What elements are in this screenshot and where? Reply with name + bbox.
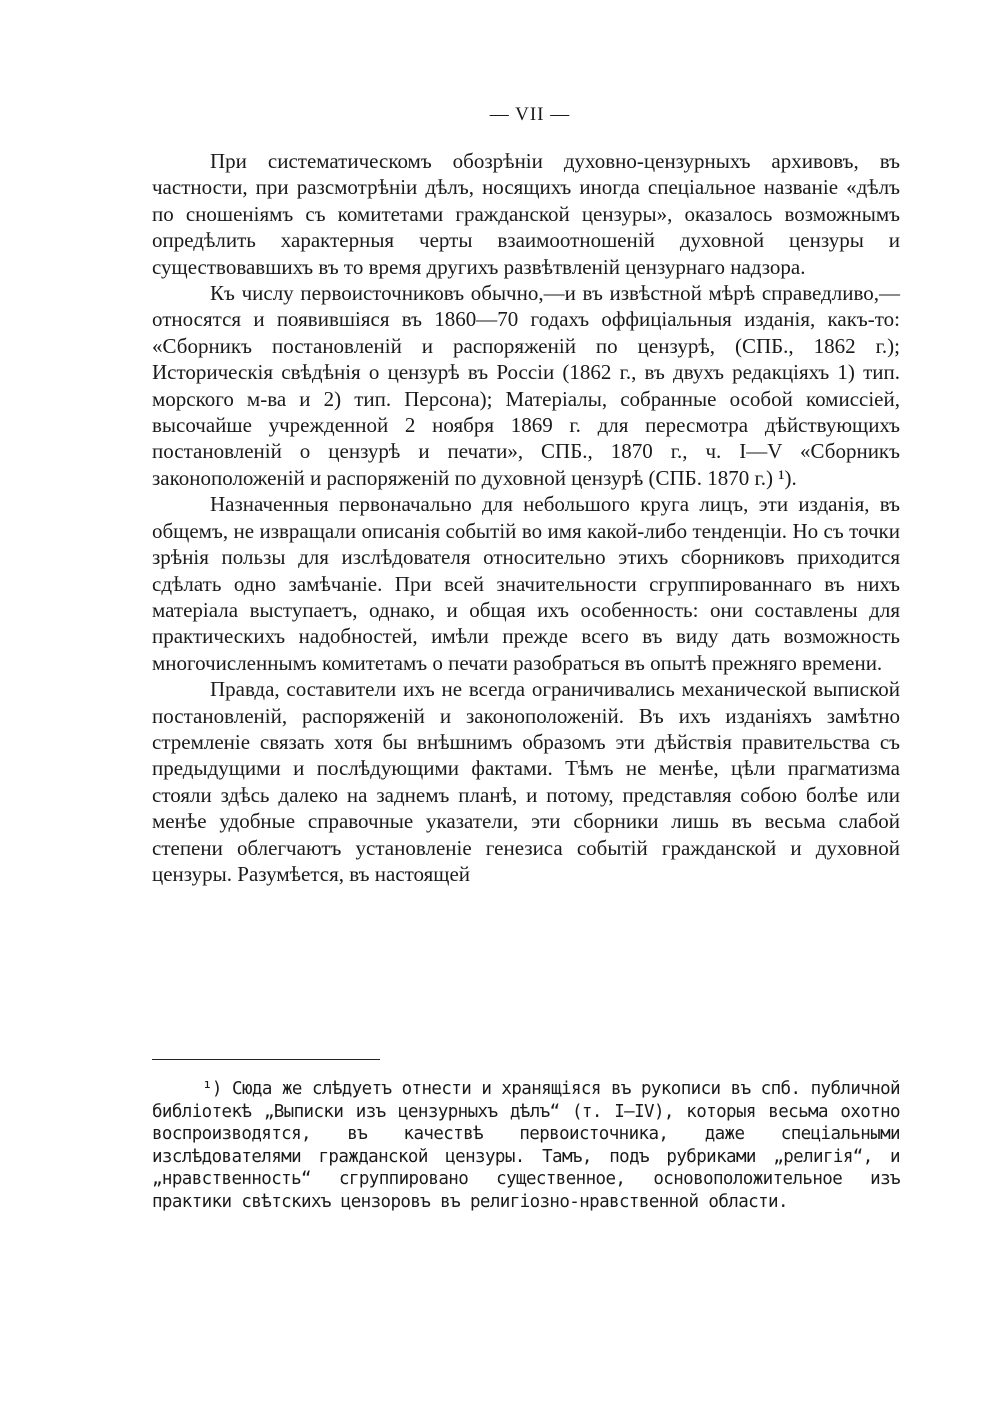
main-text — [152, 148, 900, 887]
paragraph: Назначенныя первоначально для небольшого круга лицъ, эти изданія, въ общемъ, не извращали описанія событій во имя какой-либо тенденціи. Но съ точки зрѣнія пользы для изслѣдователя относительно этихъ сборниковъ приходится сдѣлать одно замѣчаніе. При всей значительности сгруппированнаго въ нихъ матеріала выступаетъ, однако, и общая ихъ особенность: они составлены для практическихъ надобностей, имѣли прежде всего въ виду дать возможность многочисленнымъ комитетамъ о печати разобраться въ опытѣ прежняго времени. — [152, 492, 900, 675]
paragraph: Правда, составители ихъ не всегда ограничивались механической выпиской постановленій, распоряженій и законоположеній. Въ ихъ изданіяхъ замѣтно стремленіе связать хотя бы внѣшнимъ образомъ эти дѣйствія правительства съ предыдущими и послѣдующими фактами. Тѣмъ не менѣе, цѣли прагматизма стояли здѣсь далеко на заднемъ планѣ, и потому, представляя собою болѣе или менѣе удобные справочные указатели, эти сборники лишь въ весьма слабой степени облегчаютъ установленіе генезиса событій гражданской и духовной цензуры. Разумѣется, въ настоящей — [152, 677, 900, 886]
paragraph: При систематическомъ обозрѣніи духовно-цензурныхъ архивовъ, въ частности, при разсмотрѣніи дѣлъ, носящихъ иногда спеціальное названіе «дѣлъ по сношеніямъ съ комитетами гражданской цензуры», оказалось возможнымъ опредѣлить характерныя черты взаимоотношеній духовной цензуры и существовавшихъ въ то время другихъ развѣтвленій цензурнаго надзора. — [152, 149, 900, 279]
footnote — [152, 1078, 900, 1214]
footnote-separator — [152, 1059, 380, 1060]
paragraph: Къ числу первоисточниковъ обычно,—и въ извѣстной мѣрѣ справедливо,—относятся и появившіяся въ 1860—70 годахъ оффиціальныя изданія, какъ-то: «Сборникъ постановленій и распоряженій по цензурѣ, (СПБ., 1862 г.); Историческія свѣдѣнія о цензурѣ въ Россіи (1862 г., въ двухъ редакціяхъ 1) тип. морского м-ва и 2) тип. Персона); Матеріалы, собранные особой комиссіей, высочайше учрежденной 2 ноября 1869 г. для пересмотра дѣйствующихъ постановленій о цензурѣ и печати», СПБ., 1870 г., ч. I—V «Сборникъ законоположеній и распоряженій по духовной цензурѣ (СПБ. 1870 г.) ¹). — [152, 281, 900, 490]
footnote-text: ¹) Сюда же слѣдуетъ отнести и хранящіяся въ рукописи въ спб. публичной библіотекѣ „Выписки изъ цензурныхъ дѣлъ“ (т. I—IV), которыя весьма охотно воспроизводятся, въ качествѣ первоисточника, даже спеціальными изслѣдователями гражданской цензуры. Тамъ, подъ рубриками „религія“, и „нравственность“ сгруппировано существенное, основоположительное изъ практики свѣтскихъ цензоровъ въ религіозно-нравственной области. — [152, 1079, 900, 1212]
page-number: — VII — — [489, 104, 571, 125]
